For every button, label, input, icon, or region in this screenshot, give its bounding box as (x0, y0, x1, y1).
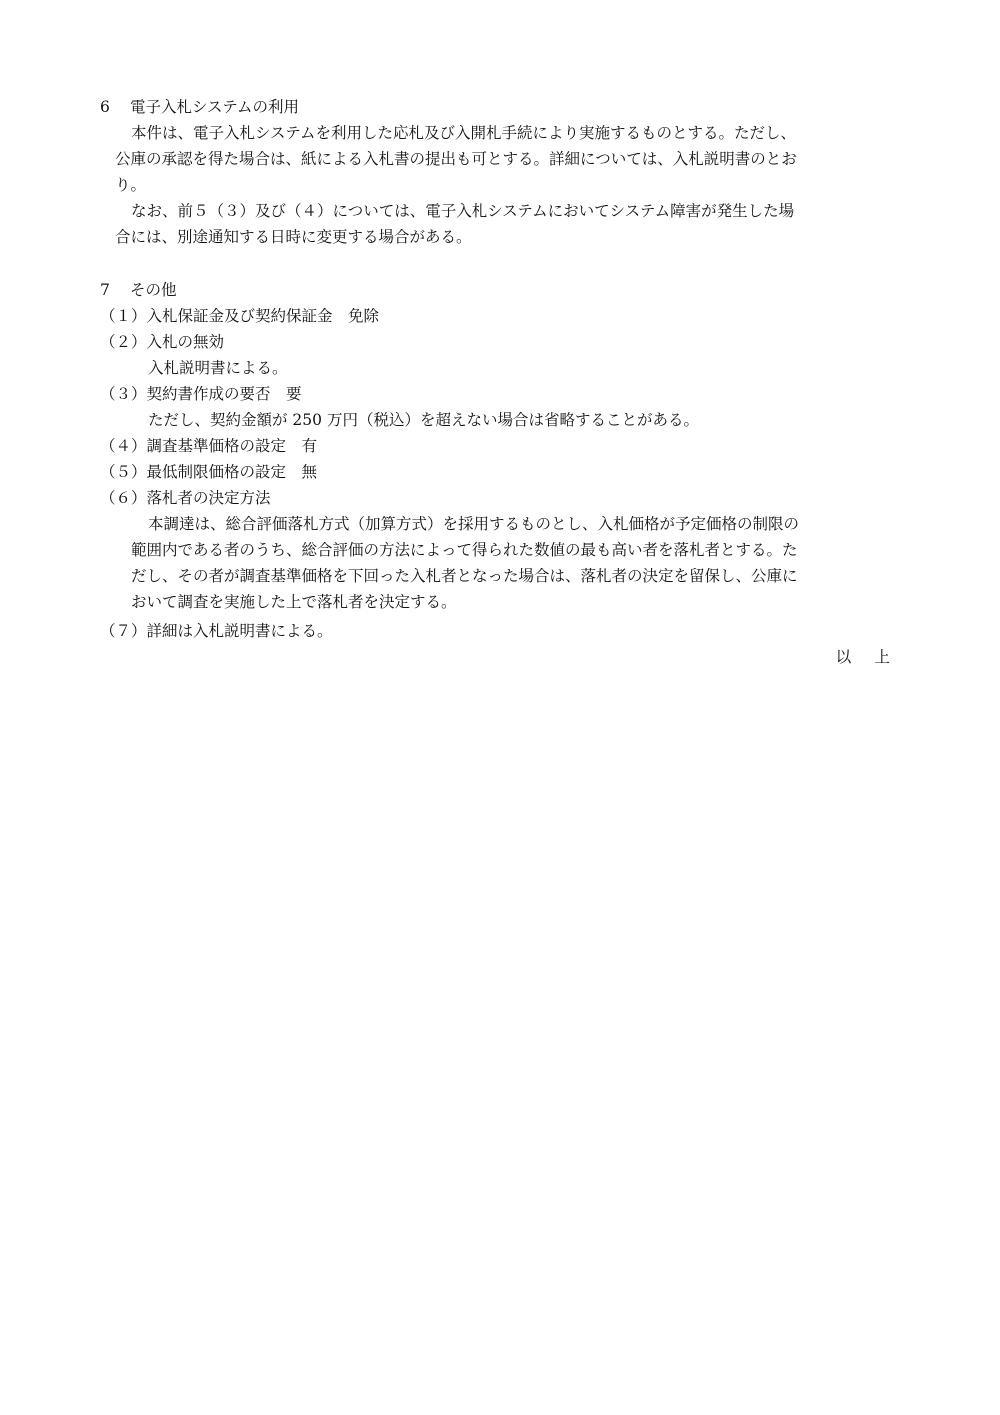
section-7-title: その他 (130, 281, 177, 299)
item-6-detail-line2: 範囲内である者のうち、総合評価の方法によって得られた数値の最も高い者を落札者とする。た (131, 541, 798, 559)
closing-text: 以上 (835, 648, 914, 666)
section-6-para1-line1: 本件は、電子入札システムを利用した応札及び入開札手続により実施するものとする。ただし、 (131, 124, 796, 142)
section-6-heading (100, 96, 299, 118)
section-7-heading (100, 279, 177, 301)
section-7-number: 7 (100, 281, 110, 299)
section-6-para2-line1: なお、前５（３）及び（４）については、電子入札システムにおいてシステム障害が発生した場 (131, 202, 795, 220)
item-2-label: （２）入札の無効 (100, 333, 225, 351)
item-3-label: （３）契約書作成の要否 要 (100, 385, 302, 403)
item-5-label: （５）最低制限価格の設定 無 (100, 463, 318, 481)
section-6-title: 電子入札システムの利用 (130, 98, 299, 116)
item-3-detail: ただし、契約金額が 250 万円（税込）を超えない場合は省略することがある。 (148, 411, 699, 429)
item-4-label: （４）調査基準価格の設定 有 (100, 437, 318, 455)
item-2-detail: 入札説明書による。 (148, 359, 288, 377)
item-6-detail-line1: 本調達は、総合評価落札方式（加算方式）を採用するものとし、入札価格が予定価格の制限の (148, 515, 800, 533)
item-6-detail-line3: だし、その者が調査基準価格を下回った入札者となった場合は、落札者の決定を留保し、公庫に (131, 567, 798, 585)
section-6-para1-line3: り。 (115, 176, 147, 194)
item-6-label: （６）落札者の決定方法 (100, 489, 271, 507)
section-6-number: 6 (100, 98, 110, 116)
section-6-para2-line2: 合には、別途通知する日時に変更する場合がある。 (115, 228, 472, 246)
section-6-para1-line2: 公庫の承認を得た場合は、紙による入札書の提出も可とする。詳細については、入札説明書のとお (115, 150, 797, 168)
item-6-detail-line4: おいて調査を実施した上で落札者を決定する。 (131, 593, 457, 611)
item-1-label: （１）入札保証金及び契約保証金 免除 (100, 307, 380, 325)
item-7-label: （７）詳細は入札説明書による。 (100, 622, 333, 640)
